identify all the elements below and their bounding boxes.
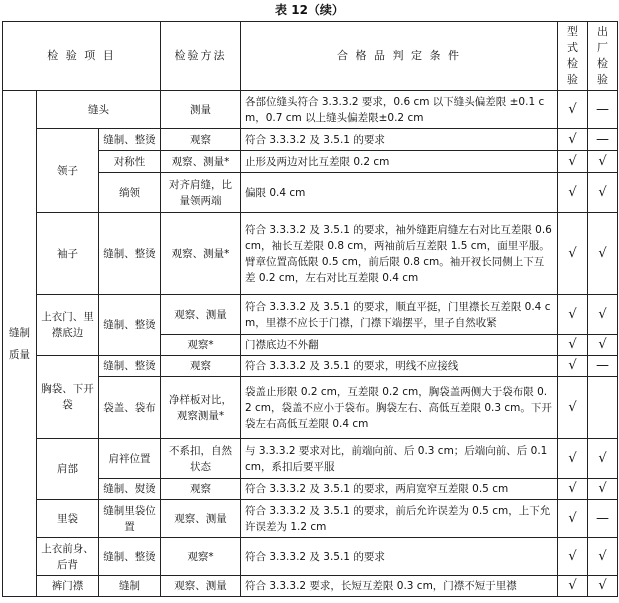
method-cell: 观察、测量 bbox=[161, 576, 241, 597]
subitem-cell: 绱领 bbox=[99, 173, 161, 213]
method-cell: 观察 bbox=[161, 479, 241, 500]
factory-mark: √ bbox=[588, 576, 618, 597]
header-item: 检 验 项 目 bbox=[3, 22, 161, 91]
header-type-test: 型式检验 bbox=[558, 22, 588, 91]
method-cell: 观察 bbox=[161, 356, 241, 377]
criteria-cell: 袋盖止形限 0.2 cm，互差限 0.2 cm，胸袋盖两侧大于袋布限 0.2 cm，袋盖不应小于袋布。胸袋左右、高低互差限 0.3 cm。下开袋左右高低互差限 0.4 cm bbox=[241, 377, 558, 439]
type-mark: √ bbox=[558, 91, 588, 129]
item-cell: 领子 bbox=[37, 129, 99, 213]
item-cell: 上衣门、里襟底边 bbox=[37, 295, 99, 356]
factory-mark: √ bbox=[588, 151, 618, 173]
factory-mark: √ bbox=[588, 295, 618, 335]
group-label: 缝制质量 bbox=[3, 91, 37, 597]
criteria-cell: 符合 3.3.3.2 及 3.5.1 的要求，两肩宽窄互差限 0.5 cm bbox=[241, 479, 558, 500]
factory-mark: √ bbox=[588, 213, 618, 295]
item-cell: 缝头 bbox=[37, 91, 161, 129]
header-criteria: 合 格 品 判 定 条 件 bbox=[241, 22, 558, 91]
method-cell: 观察* bbox=[161, 538, 241, 576]
type-mark: √ bbox=[558, 377, 588, 439]
type-mark: √ bbox=[558, 538, 588, 576]
table-row bbox=[3, 129, 618, 151]
subitem-cell: 缝制、熨烫 bbox=[99, 479, 161, 500]
criteria-cell: 符合 3.3.3.2 及 3.5.1 的要求，明线不应接线 bbox=[241, 356, 558, 377]
factory-mark: — bbox=[588, 356, 618, 377]
table-row bbox=[3, 439, 618, 479]
subitem-cell: 缝制、整烫 bbox=[99, 356, 161, 377]
factory-mark: √ bbox=[588, 538, 618, 576]
type-mark: √ bbox=[558, 439, 588, 479]
header-method: 检验方法 bbox=[161, 22, 241, 91]
criteria-cell: 与 3.3.3.2 要求对比，前端向前、后 0.3 cm；后端向前、后 0.1 cm，系扣后要平服 bbox=[241, 439, 558, 479]
subitem-cell: 缝制、整烫 bbox=[99, 538, 161, 576]
method-cell: 测量 bbox=[161, 91, 241, 129]
inspection-table bbox=[2, 21, 618, 597]
type-mark: √ bbox=[558, 356, 588, 377]
subitem-cell: 缝制 bbox=[99, 576, 161, 597]
method-cell: 对齐肩缝，比量领两端 bbox=[161, 173, 241, 213]
criteria-cell: 符合 3.3.3.2 及 3.5.1 的要求，顺直平挺，门里襟长互差限 0.4 cm，里襟不应长于门襟，门襟下端摆平，里子自然收紧 bbox=[241, 295, 558, 335]
table-row bbox=[3, 356, 618, 377]
item-cell: 肩部 bbox=[37, 439, 99, 500]
method-cell: 观察、测量* bbox=[161, 151, 241, 173]
item-cell: 袖子 bbox=[37, 213, 99, 295]
type-mark: √ bbox=[558, 479, 588, 500]
criteria-cell: 符合 3.3.3.2 及 3.5.1 的要求 bbox=[241, 129, 558, 151]
subitem-cell: 肩袢位置 bbox=[99, 439, 161, 479]
type-mark: √ bbox=[558, 173, 588, 213]
type-mark: √ bbox=[558, 213, 588, 295]
criteria-cell: 符合 3.3.3.2 及 3.5.1 的要求，袖外缝距肩缝左右对比互差限 0.6 cm，袖长互差限 0.8 cm，两袖前后互差限 1.5 cm，面里平服。臂章位置高低限 0.5 cm，前后限 0.8 cm。袖开衩长同侧上下互差 0.2 cm，左右对比互差限 0.4 cm bbox=[241, 213, 558, 295]
table-row bbox=[3, 576, 618, 597]
item-cell: 上衣前身、后背 bbox=[37, 538, 99, 576]
criteria-cell: 符合 3.3.3.2 要求，长短互差限 0.3 cm，门襟不短于里襟 bbox=[241, 576, 558, 597]
factory-mark: √ bbox=[588, 479, 618, 500]
method-cell: 观察、测量* bbox=[161, 213, 241, 295]
method-cell: 观察、测量 bbox=[161, 295, 241, 335]
method-cell: 净样板对比，观察测量* bbox=[161, 377, 241, 439]
criteria-cell: 符合 3.3.3.2 及 3.5.1 的要求 bbox=[241, 538, 558, 576]
item-cell: 裤门襟 bbox=[37, 576, 99, 597]
factory-mark: — bbox=[588, 500, 618, 538]
criteria-cell: 门襟底边不外翻 bbox=[241, 335, 558, 356]
criteria-cell: 偏限 0.4 cm bbox=[241, 173, 558, 213]
method-cell: 观察、测量 bbox=[161, 500, 241, 538]
criteria-cell: 各部位缝头符合 3.3.3.2 要求，0.6 cm 以下缝头偏差限 ±0.1 cm，0.7 cm 以上缝头偏差限±0.2 cm bbox=[241, 91, 558, 129]
type-mark: √ bbox=[558, 500, 588, 538]
factory-mark: √ bbox=[588, 173, 618, 213]
factory-mark: — bbox=[588, 91, 618, 129]
factory-mark bbox=[588, 377, 618, 439]
type-mark: √ bbox=[558, 335, 588, 356]
table-row bbox=[3, 538, 618, 576]
method-cell: 观察 bbox=[161, 129, 241, 151]
type-mark: √ bbox=[558, 295, 588, 335]
type-mark: √ bbox=[558, 129, 588, 151]
factory-mark: √ bbox=[588, 335, 618, 356]
subitem-cell: 缝制、整烫 bbox=[99, 295, 161, 356]
table-row bbox=[3, 500, 618, 538]
subitem-cell: 缝制、整烫 bbox=[99, 129, 161, 151]
factory-mark: — bbox=[588, 129, 618, 151]
table-row bbox=[3, 213, 618, 295]
subitem-cell: 袋盖、袋布 bbox=[99, 377, 161, 439]
subitem-cell: 缝制、整烫 bbox=[99, 213, 161, 295]
subitem-cell: 缝制里袋位置 bbox=[99, 500, 161, 538]
table-caption: 表 12（续） bbox=[275, 3, 344, 17]
header-factory-test: 出厂检验 bbox=[588, 22, 618, 91]
item-cell: 胸袋、下开袋 bbox=[37, 356, 99, 439]
type-mark: √ bbox=[558, 151, 588, 173]
item-cell: 里袋 bbox=[37, 500, 99, 538]
method-cell: 观察* bbox=[161, 335, 241, 356]
table-row bbox=[3, 91, 618, 129]
type-mark: √ bbox=[558, 576, 588, 597]
table-row bbox=[3, 295, 618, 335]
subitem-cell: 对称性 bbox=[99, 151, 161, 173]
criteria-cell: 符合 3.3.3.2 及 3.5.1 的要求，前后允许误差为 0.5 cm，上下允许误差为 1.2 cm bbox=[241, 500, 558, 538]
criteria-cell: 止形及两边对比互差限 0.2 cm bbox=[241, 151, 558, 173]
factory-mark: √ bbox=[588, 439, 618, 479]
table-header-row bbox=[3, 22, 618, 91]
method-cell: 不系扣，自然状态 bbox=[161, 439, 241, 479]
